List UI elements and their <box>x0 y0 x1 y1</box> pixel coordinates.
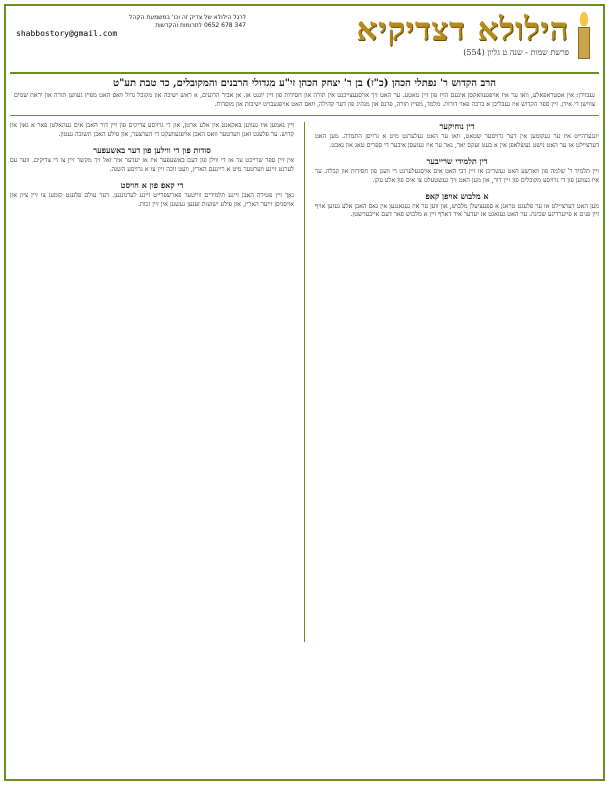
contact-line: לרגל הילולא של צדיק זה וכו' במשמעת הקהל <box>128 14 246 21</box>
parsha-line: פרשת שמות - שנה ט גליון (554) <box>463 48 569 57</box>
section-heading: דין נוחיקער <box>439 122 475 132</box>
section-text: יונגערהייט איז ער געקומען אין דער גרויסער שטאט, וואו ער האט געלערנט מיט א גרויסן התמדה. מען האט דערציילט אז ער האט נישט געשלאפן אין א בעט זעקס יאר, נאר ער איז געזעסן איבער די ספרים טאג און נאכט. <box>315 133 599 149</box>
masthead-title-block <box>356 10 569 57</box>
section-heading: א מלבוש אויפן קאפ <box>425 190 489 201</box>
section-heading: דין תלמידי שרייבער <box>426 155 488 166</box>
intro-heading: הרב הקדוש ר' נפתלי הכהן (כ"ז) בן ר' יצחק הכהן זי"ע מגדולי הרבנים והמקובלים, כד טבת תע"ט <box>113 78 496 89</box>
masthead-title: הילולא דצדיקיא <box>356 10 569 48</box>
intro-text: געבוירן: אין אסטראפאלע, וואו ער איז אויפגעוואקסן אינעם הויז פון זיין טאטע. ער האט זיך אויסגעצייכנט אין תורה און חסידות פון זיין יוגנט אן. אן אביר הרועים, א ראש ישיבה און מקובל גדול וואס האט מפיץ געווען תורה און יראת שמים צווישן די אידן. זיין ספר הקדוש איז געבליבן א ברכה פאר דורות. מלמד, מפיץ תורה, פרנס און מנהיג פון דער קהילה, וואס האט אויפגעבויט ישיבות און מוסדות. <box>14 92 595 108</box>
contact-phone: 347 678 0652 לתרומות והקדשות <box>155 22 246 29</box>
section-text: אין זיין ספר שרייבט ער אז די ווילן פון דעם באשעפער איז אז יעדער איד זאל זיך מקשר זיין צו די צדיקים. ווער עס לערנט זיינע ווערטער מיט א ריינעם הארץ, וועט זוכה זיין צו א גרויסע השגה. <box>10 156 294 173</box>
section-text: מען האט דערציילט אז ער פלעגט טראגן א ספעציעלן מלבוש, און ווען ער איז געגאנגען אין גאס האבן אלע געזען אויף זיין פנים א פייערדיגע שכינה. ער האט געזאגט אז יעדער איד דארף זיין א מלבוש פאר דעם אייבערשטן. <box>315 202 599 219</box>
section-text: זיין נאמען איז געווען באקאנט אין אלע ארטן, און די גרויסע צדיקים פון זיין דור האבן אים געהאלטן פאר א גאון און קדוש. ער פלעגט זאגן ווערטער וואס האבן אויפגעוועקט די הערצער, און פילע האבן תשובה געטון. <box>10 122 294 139</box>
section-heading: סודות פון די ווילען פון דער באשעפער <box>93 145 211 155</box>
masthead <box>10 8 599 74</box>
section-text: נאך זיין פטירה האבן זיינע תלמידים ווייטער פארשפרייט זיינע לערנונגען. דער עולם פלעגט קומען צו זיין ציון און אויסגיסן זייער הארץ, און פילע ישועות זענען געשען אין זיין זכות. <box>10 191 294 208</box>
section-text: זיין תלמיד ר' שלמה פון ווארשע האט געשריבן אז זיין רבי האט אים אויסגעלערנט די וועגן פון חסידות און קבלה. ער איז געווען פון די גרויסע מקובלים פון זיין דור, און מען האט זיך געשטעלט צו אים פון אלע עקן. <box>315 167 599 184</box>
contact-email[interactable]: shabbostory@gmail.com <box>16 29 118 38</box>
section-heading: די קאפ פון א חויסט <box>120 179 184 190</box>
page-border <box>4 4 605 781</box>
candle-icon <box>577 12 591 58</box>
contact-info <box>16 14 246 38</box>
